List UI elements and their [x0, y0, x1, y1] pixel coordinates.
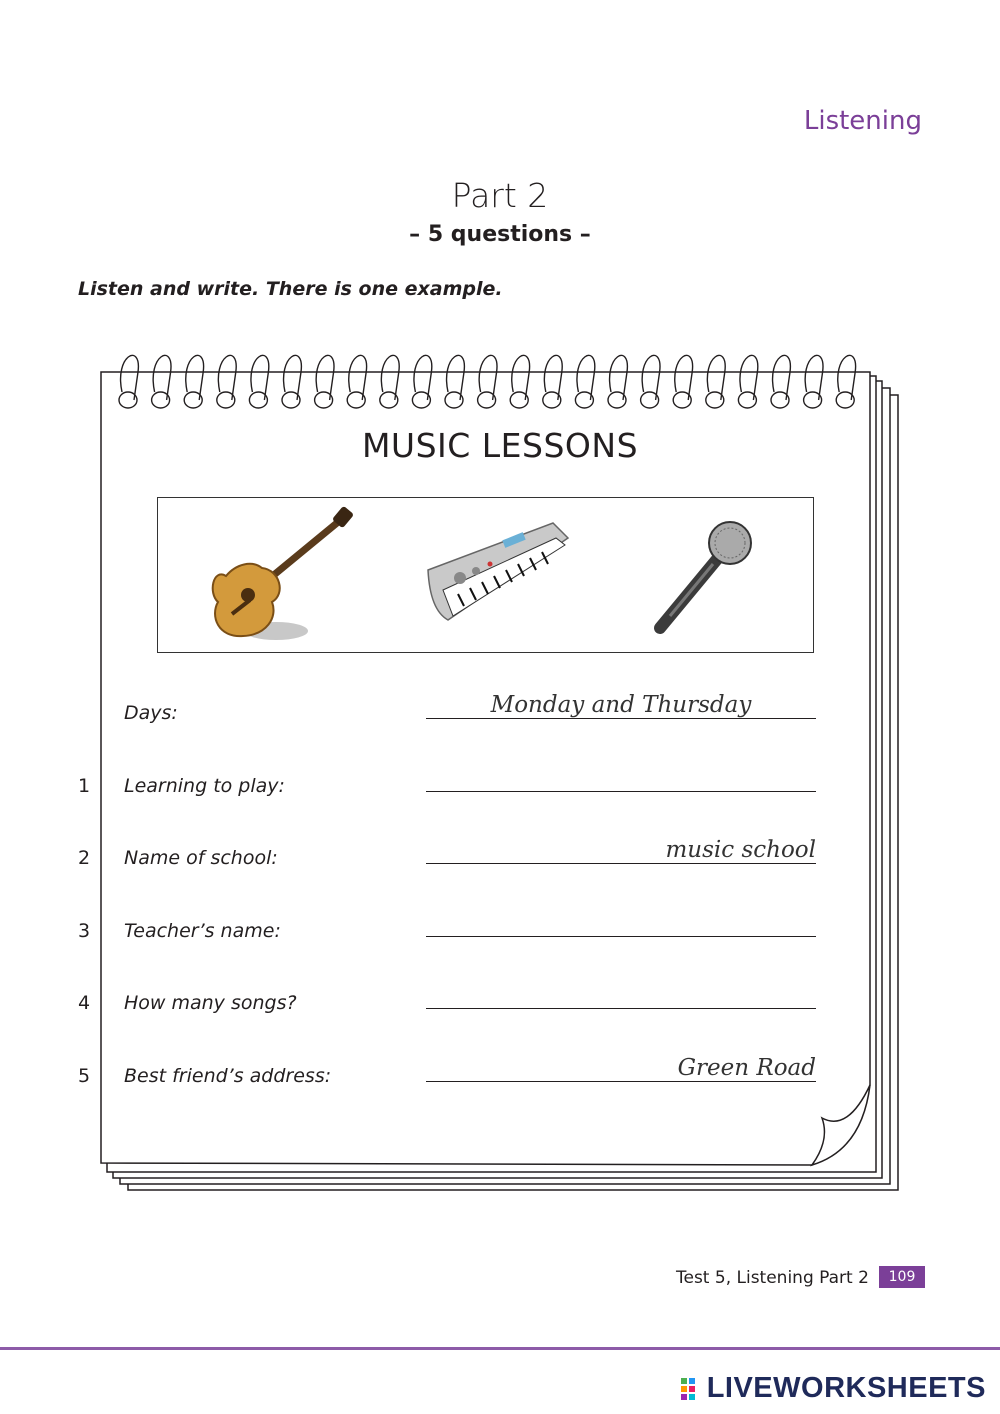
- answer-line[interactable]: [426, 863, 816, 864]
- question-label: How many songs?: [124, 992, 297, 1014]
- question-label: Name of school:: [124, 847, 278, 869]
- notebook-page: [101, 372, 870, 1165]
- question-label: Learning to play:: [124, 774, 285, 797]
- question-label: Best friend’s address:: [124, 1064, 332, 1087]
- guitar-icon: [213, 506, 354, 640]
- answer-line[interactable]: [426, 936, 816, 937]
- question-number: 1: [78, 774, 91, 797]
- answer-line[interactable]: [426, 718, 816, 719]
- picture-box: [157, 497, 814, 653]
- question-number: 5: [78, 1064, 91, 1087]
- question-number: 3: [78, 919, 91, 942]
- question-number: 4: [78, 992, 91, 1014]
- question-label: Days:: [124, 702, 178, 724]
- footer-text: Test 5, Listening Part 2: [676, 1268, 869, 1288]
- part-subtitle: – 5 questions –: [409, 222, 591, 247]
- answer-text: Green Road: [677, 1054, 816, 1081]
- answer-line[interactable]: [426, 791, 816, 792]
- question-number: 2: [78, 847, 91, 869]
- notebook-title: MUSIC LESSONS: [361, 426, 639, 465]
- part-title: Part 2: [451, 176, 549, 215]
- brand-logo: [681, 1372, 986, 1405]
- footer-divider: [0, 1347, 1000, 1350]
- page-number: 109: [879, 1266, 925, 1288]
- instruction-text: Listen and write. There is one example.: [78, 278, 503, 300]
- liveworksheets-icon: [681, 1378, 703, 1400]
- answer-text: Monday and Thursday: [490, 692, 752, 718]
- question-label: Teacher’s name:: [124, 919, 281, 942]
- answer-line[interactable]: [426, 1081, 816, 1082]
- keyboard-icon: [428, 523, 568, 620]
- microphone-icon: [660, 522, 751, 628]
- brand-name: LIVEWORKSHEETS: [706, 1372, 986, 1404]
- section-title: Listening: [803, 106, 922, 136]
- answer-text: music school: [665, 837, 816, 863]
- answer-line[interactable]: [426, 1008, 816, 1009]
